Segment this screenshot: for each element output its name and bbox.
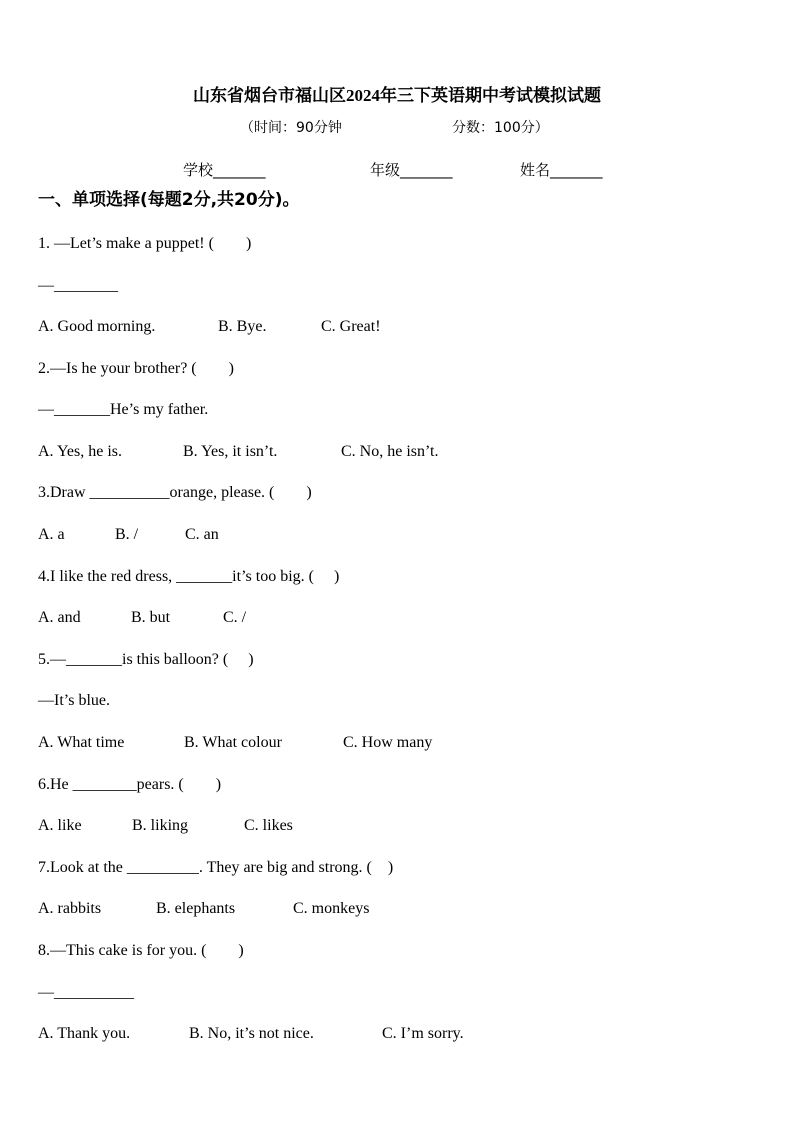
exam-time: （时间：90分钟 bbox=[240, 120, 342, 136]
question-2-option-a: A. Yes, he is. bbox=[38, 443, 123, 460]
question-8-option-a: A. Thank you. bbox=[38, 1025, 131, 1042]
question-7-option-a: A. rabbits bbox=[38, 900, 102, 917]
question-8-response: —__________ bbox=[38, 984, 134, 1001]
question-1-response: —________ bbox=[38, 277, 118, 294]
question-4-option-c: C. / bbox=[223, 609, 247, 626]
question-4-option-a: A. and bbox=[38, 609, 81, 626]
grade-field: 年级_______ bbox=[370, 161, 453, 179]
question-2-stem: 2.—Is he your brother? ( ) bbox=[38, 360, 234, 377]
page-title: 山东省烟台市福山区2024年三下英语期中考试模拟试题 bbox=[193, 86, 601, 105]
section-heading: 一、单项选择(每题2分,共20分)。 bbox=[38, 190, 300, 210]
question-7-option-b: B. elephants bbox=[156, 900, 236, 917]
name-field: 姓名_______ bbox=[520, 161, 603, 179]
question-1-option-a: A. Good morning. bbox=[38, 318, 156, 335]
question-5-response: —It’s blue. bbox=[38, 692, 110, 709]
question-1-option-b: B. Bye. bbox=[218, 318, 267, 335]
question-3-option-b: B. / bbox=[115, 526, 139, 543]
school-field: 学校_______ bbox=[183, 161, 266, 179]
question-2-option-b: B. Yes, it isn’t. bbox=[183, 443, 278, 460]
question-5-option-c: C. How many bbox=[343, 734, 433, 751]
question-6-option-a: A. like bbox=[38, 817, 82, 834]
question-4-option-b: B. but bbox=[131, 609, 171, 626]
question-4-stem: 4.I like the red dress, _______it’s too big. ( ) bbox=[38, 568, 340, 585]
question-5-option-a: A. What time bbox=[38, 734, 125, 751]
question-6-option-b: B. liking bbox=[132, 817, 189, 834]
question-5-option-b: B. What colour bbox=[184, 734, 282, 751]
question-1-option-c: C. Great! bbox=[321, 318, 381, 335]
question-7-option-c: C. monkeys bbox=[293, 900, 370, 917]
exam-score: 分数：100分） bbox=[452, 120, 549, 136]
question-8-option-c: C. I’m sorry. bbox=[382, 1025, 464, 1042]
question-2-response: —_______He’s my father. bbox=[38, 401, 209, 418]
question-5-stem: 5.—_______is this balloon? ( ) bbox=[38, 651, 254, 668]
question-3-option-a: A. a bbox=[38, 526, 65, 543]
question-8-stem: 8.—This cake is for you. ( ) bbox=[38, 942, 244, 959]
question-6-option-c: C. likes bbox=[244, 817, 293, 834]
question-2-option-c: C. No, he isn’t. bbox=[341, 443, 439, 460]
question-3-stem: 3.Draw __________orange, please. ( ) bbox=[38, 484, 312, 501]
question-3-option-c: C. an bbox=[185, 526, 219, 543]
question-8-option-b: B. No, it’s not nice. bbox=[189, 1025, 314, 1042]
question-1-stem: 1. —Let’s make a puppet! ( ) bbox=[38, 235, 252, 252]
question-6-stem: 6.He ________pears. ( ) bbox=[38, 776, 222, 793]
question-7-stem: 7.Look at the _________. They are big and strong. ( ) bbox=[38, 859, 394, 876]
